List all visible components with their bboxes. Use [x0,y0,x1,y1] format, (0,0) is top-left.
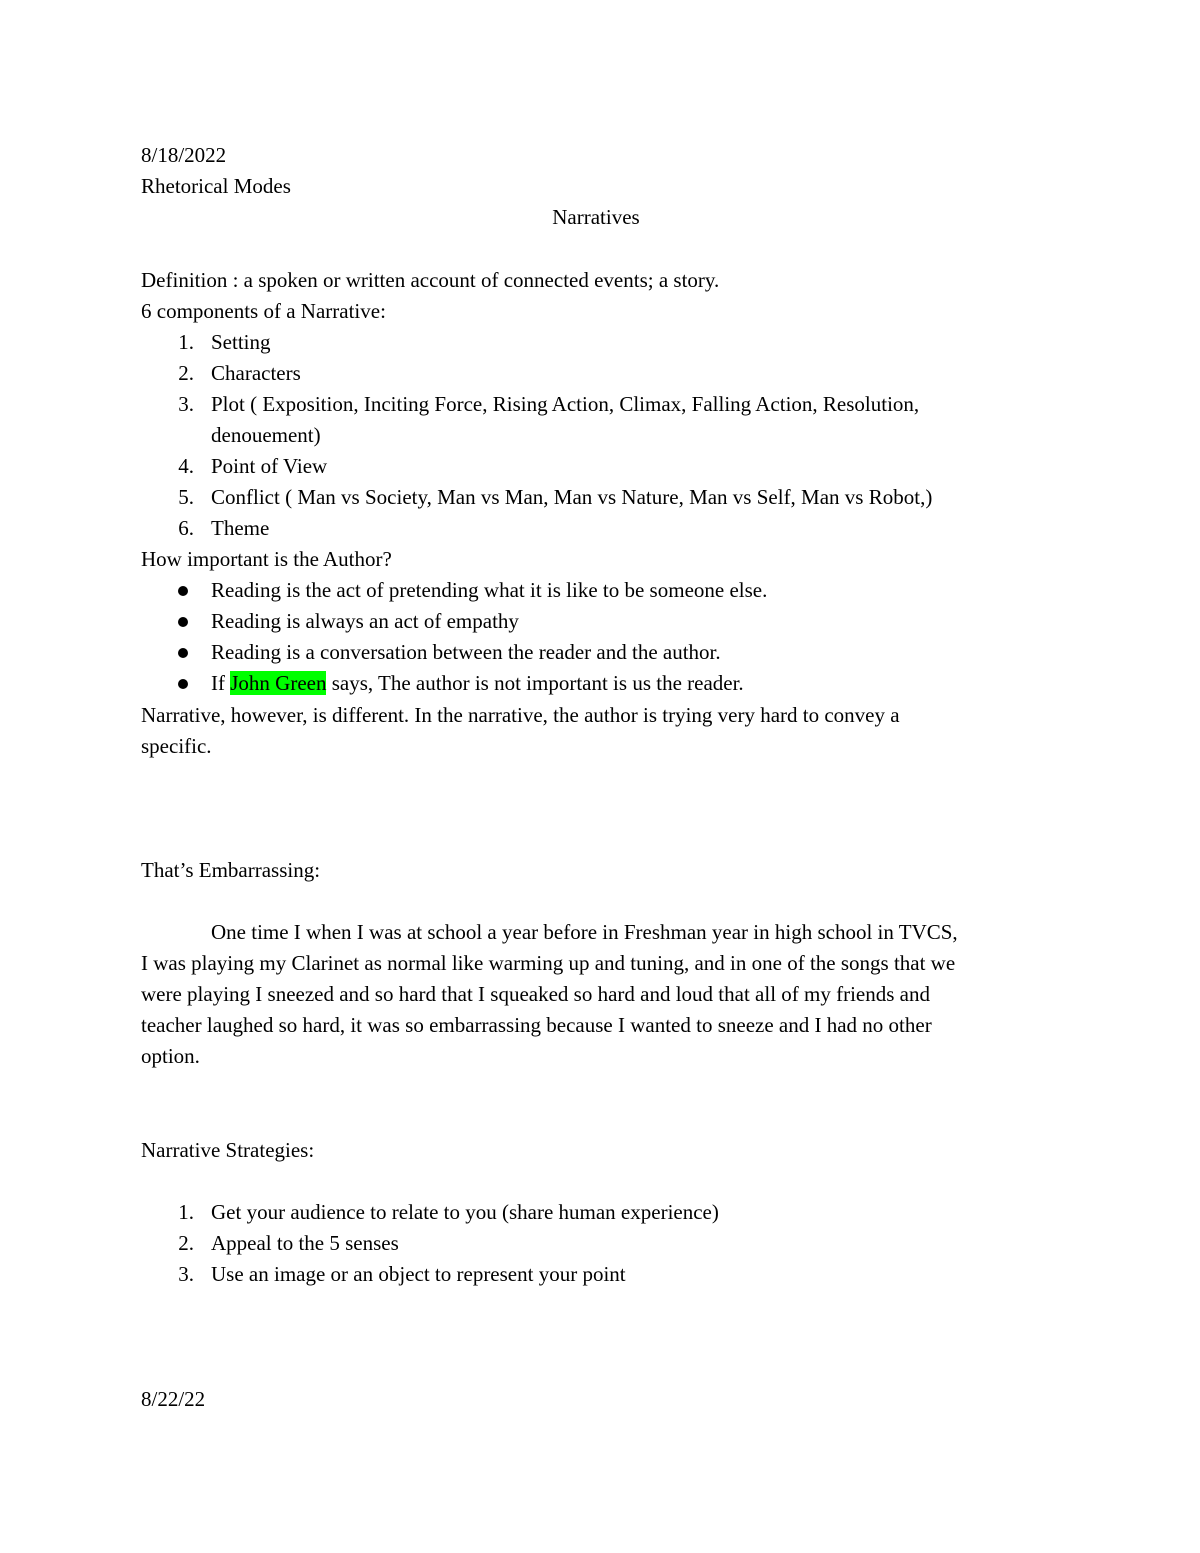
bullet-icon [178,679,188,689]
story-line: One time I when I was at school a year before in Freshman year in high school in TVCS, [211,920,958,944]
list-item [211,668,744,699]
list-item-continuation: denouement) [211,423,321,447]
story-line: option. [141,1044,200,1068]
story-line: teacher laughed so hard, it was so embarrassing because I wanted to sneeze and I had no other [141,1013,932,1037]
list-item: Reading is always an act of empathy [211,609,519,633]
list-number: 2. [178,361,194,385]
bullet-prefix: If [211,671,231,695]
list-number: 3. [178,1262,194,1286]
list-item: Theme [211,516,270,540]
list-item: Appeal to the 5 senses [211,1231,399,1255]
course-title: Rhetorical Modes [141,174,291,198]
components-intro: 6 components of a Narrative: [141,299,386,323]
story-line: were playing I sneezed and so hard that I squeaked so hard and loud that all of my friends and [141,982,930,1006]
list-number: 4. [178,454,194,478]
list-item: Setting [211,330,271,354]
definition-line: Definition : a spoken or written account of connected events; a story. [141,268,720,292]
author-question: How important is the Author? [141,547,392,571]
highlighted-name: John Green [230,671,327,695]
story-title: That’s Embarrassing: [141,858,321,882]
narrative-note: Narrative, however, is different. In the narrative, the author is trying very hard to convey a [141,703,900,727]
bullet-suffix: says, The author is not important is us the reader. [326,671,744,695]
list-item: Reading is the act of pretending what it is like to be someone else. [211,578,768,602]
list-number: 6. [178,516,194,540]
bullet-icon [178,648,188,658]
date-line: 8/18/2022 [141,143,227,167]
bullet-icon [178,586,188,596]
story-line: I was playing my Clarinet as normal like warming up and tuning, and in one of the songs that we [141,951,956,975]
list-item: Conflict ( Man vs Society, Man vs Man, Man vs Nature, Man vs Self, Man vs Robot,) [211,485,933,509]
list-item: Plot ( Exposition, Inciting Force, Rising Action, Climax, Falling Action, Resolution, [211,392,920,416]
list-number: 3. [178,392,194,416]
bullet-icon [178,617,188,627]
list-number: 1. [178,1200,194,1224]
list-item: Characters [211,361,301,385]
list-number: 2. [178,1231,194,1255]
list-number: 1. [178,330,194,354]
page-heading: Narratives [552,205,640,229]
strategies-title: Narrative Strategies: [141,1138,315,1162]
narrative-note-cont: specific. [141,734,212,758]
date-line-2: 8/22/22 [141,1387,206,1411]
list-item: Get your audience to relate to you (share human experience) [211,1200,719,1224]
list-item: Point of View [211,454,328,478]
list-item: Use an image or an object to represent your point [211,1262,626,1286]
list-item: Reading is a conversation between the reader and the author. [211,640,721,664]
list-number: 5. [178,485,194,509]
